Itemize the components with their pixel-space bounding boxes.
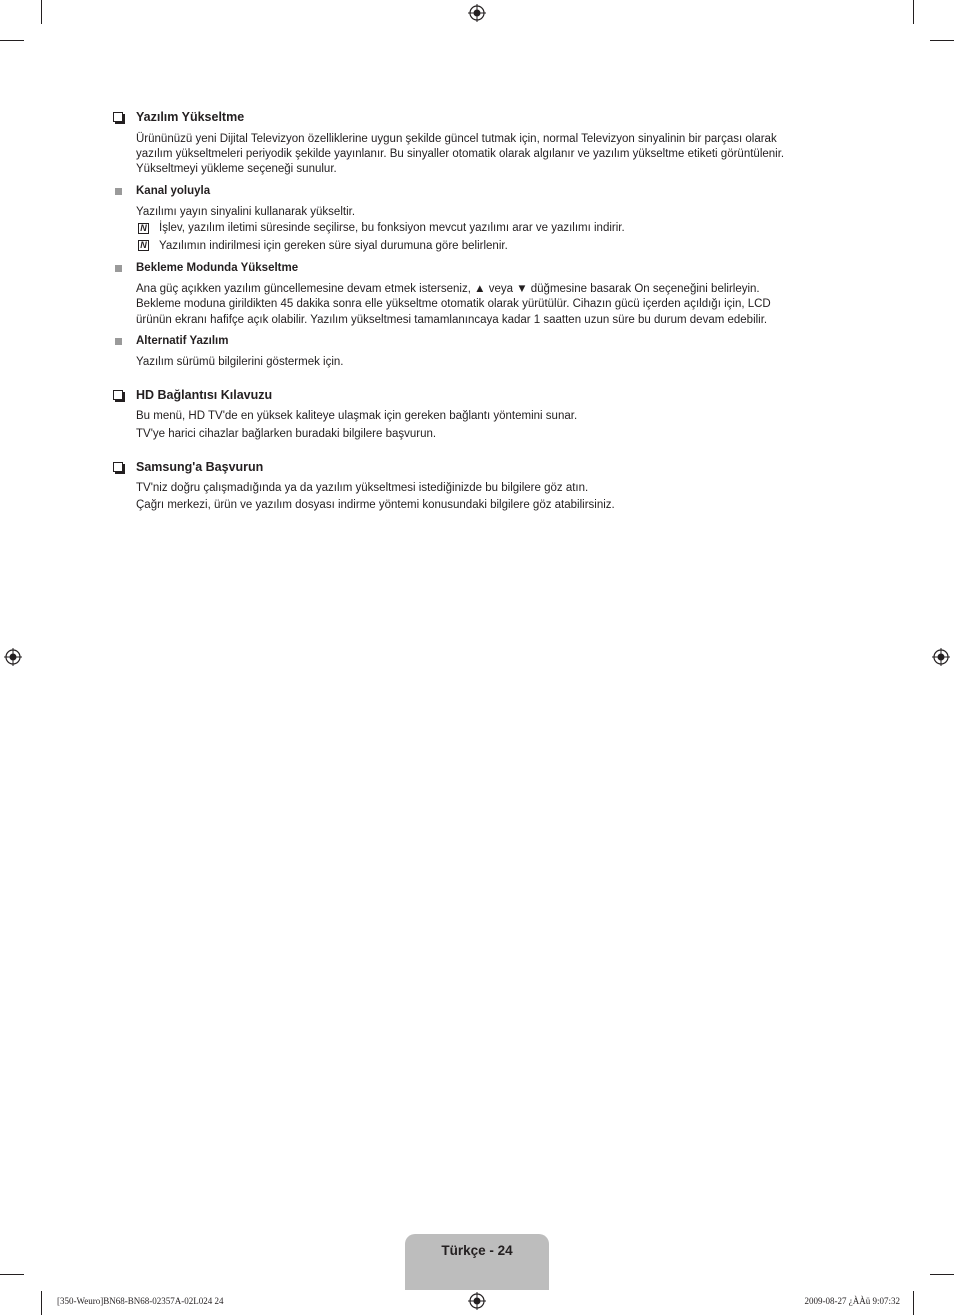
section-title: Samsung'a Başvurun [136, 460, 264, 474]
crop-mark [41, 1291, 42, 1315]
print-info-left: [350-Weuro]BN68-BN68-02357A-02L024 24 [57, 1296, 224, 1306]
registration-mark-icon [468, 4, 486, 22]
section-title: Yazılım Yükseltme [136, 110, 245, 124]
registration-mark-icon [468, 1292, 486, 1310]
note-text: İşlev, yazılım iletimi süresinde seçilirse, bu fonksiyon mevcut yazılımı arar ve yazılımı indirir. [159, 222, 625, 234]
subsection-title: Alternatif Yazılım [136, 335, 229, 347]
checkbox-bullet-icon [113, 462, 123, 472]
crop-mark [0, 1274, 24, 1275]
note-icon: N [138, 223, 149, 234]
crop-mark [913, 1291, 914, 1315]
subsection-body-line: Yazılımı yayın sinyalini kullanarak yükseltir. [136, 206, 356, 218]
section-body-line: Yükseltmeyi yükleme seçeneği sunulur. [136, 163, 337, 175]
subsection-body-line: Ana güç açıkken yazılım güncellemesine devam etmek isterseniz, ▲ veya ▼ düğmesine basarak On seçeneğini belirleyin. [136, 283, 760, 295]
crop-mark [913, 0, 914, 24]
subsection-title: Kanal yoluyla [136, 185, 211, 197]
section-body-line: TV'niz doğru çalışmadığında ya da yazılım yükseltmesi istediğinizde bu bilgilere göz atın. [136, 482, 589, 494]
note-icon: N [138, 240, 149, 251]
subsection-body-line: Bekleme moduna girildikten 45 dakika sonra elle yükseltme otomatik olarak yürütülür. Cihazın gücü içerden açıldığı için, LCD [136, 298, 771, 310]
section-title: HD Bağlantısı Kılavuzu [136, 388, 273, 402]
registration-mark-icon [932, 648, 950, 666]
registration-mark-icon [4, 648, 22, 666]
section-body-line: Ürününüzü yeni Dijital Televizyon özelliklerine uygun şekilde güncel tutmak için, normal Televizyon sinyalinin bir parçası olarak [136, 133, 777, 145]
print-info-right: 2009-08-27 ¿ÀÀü 9:07:32 [804, 1296, 900, 1306]
section-body-line: Bu menü, HD TV'de en yüksek kaliteye ulaşmak için gereken bağlantı yöntemini sunar. [136, 410, 578, 422]
subsection-body-line: Yazılım sürümü bilgilerini göstermek için. [136, 356, 344, 368]
note-text: Yazılımın indirilmesi için gereken süre siyal durumuna göre belirlenir. [159, 240, 508, 252]
checkbox-bullet-icon [113, 390, 123, 400]
subsection-title: Bekleme Modunda Yükseltme [136, 262, 299, 274]
section-body-line: Çağrı merkezi, ürün ve yazılım dosyası indirme yöntemi konusundaki bilgilere göz atabilirsiniz. [136, 499, 615, 511]
crop-mark [930, 40, 954, 41]
checkbox-bullet-icon [113, 112, 123, 122]
square-bullet-icon [115, 265, 122, 272]
page-number-label: Türkçe - 24 [441, 1243, 513, 1258]
section-body-line: TV'ye harici cihazlar bağlarken buradaki bilgilere başvurun. [136, 428, 437, 440]
square-bullet-icon [115, 188, 122, 195]
crop-mark [930, 1274, 954, 1275]
square-bullet-icon [115, 338, 122, 345]
crop-mark [0, 40, 24, 41]
subsection-body-line: ürünün ekranı hafifçe açık olabilir. Yazılım yükseltmesi tamamlanıncaya kadar 1 saatten uzun süre bu durum devam edebilir. [136, 314, 768, 326]
crop-mark [41, 0, 42, 24]
section-body-line: yazılım yükseltmeleri periyodik şekilde yayınlanır. Bu sinyaller otomatik olarak algılanır ve yazılım yükseltme etiketi görüntülenir. [136, 148, 785, 160]
